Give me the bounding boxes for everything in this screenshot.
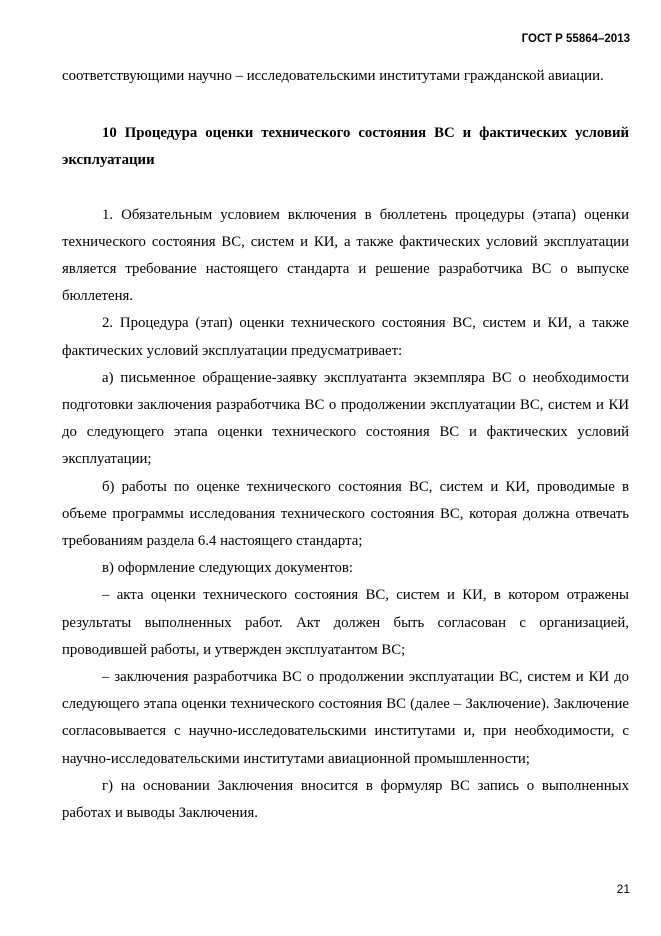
list-item-g: г) на основании Заключения вносится в формуляр ВС запись о выполненных работах и выводы Заключения. xyxy=(62,777,629,822)
dash-item-conclusion: – заключения разработчика ВС о продолжении эксплуатации ВС, систем и КИ до следующего этапа оценки технического состояния ВС (далее – Заключение). Заключение согласовывается с научно-исследовательскими институтами и, при необходимости, с научно-исследовательскими институтами авиационной промышленности; xyxy=(62,669,629,767)
paragraph-2: 2. Процедура (этап) оценки технического состояния ВС, систем и КИ, а также фактических условий эксплуатации предусматривает: xyxy=(62,315,629,359)
paragraph-intro: соответствующими научно – исследовательскими институтами гражданской авиации. xyxy=(62,68,604,84)
section-heading: 10 Процедура оценки технического состояния ВС и фактических условий эксплуатации xyxy=(62,125,629,169)
standard-number-header: ГОСТ Р 55864–2013 xyxy=(521,33,630,45)
page-number: 21 xyxy=(616,882,630,896)
document-body xyxy=(62,63,629,827)
list-item-v: в) оформление следующих документов: xyxy=(102,560,354,577)
paragraph-1: 1. Обязательным условием включения в бюллетень процедуры (этапа) оценки технического состояния ВС, систем и КИ, а также фактических условий эксплуатации является требование настоящего стандарта и решение разработчика ВС о выпуске бюллетеня. xyxy=(62,206,629,305)
list-item-a: а) письменное обращение-заявку эксплуатанта экземпляра ВС о необходимости подготовки заключения разработчика ВС о продолжении эксплуатации ВС, систем и КИ до следующего этапа оценки технического состояния ВС и фактических условий эксплуатации; xyxy=(62,369,629,468)
dash-item-act: – акта оценки технического состояния ВС, систем и КИ, в котором отражены результаты выполненных работ. Акт должен быть согласован с организацией, проводившей работы, и утвержден эксплуатантом ВС; xyxy=(62,587,629,658)
list-item-b: б) работы по оценке технического состояния ВС, систем и КИ, проводимые в объеме программы исследования технического состояния ВС, которая должна отвечать требованиям раздела 6.4 настоящего стандарта; xyxy=(62,478,629,550)
